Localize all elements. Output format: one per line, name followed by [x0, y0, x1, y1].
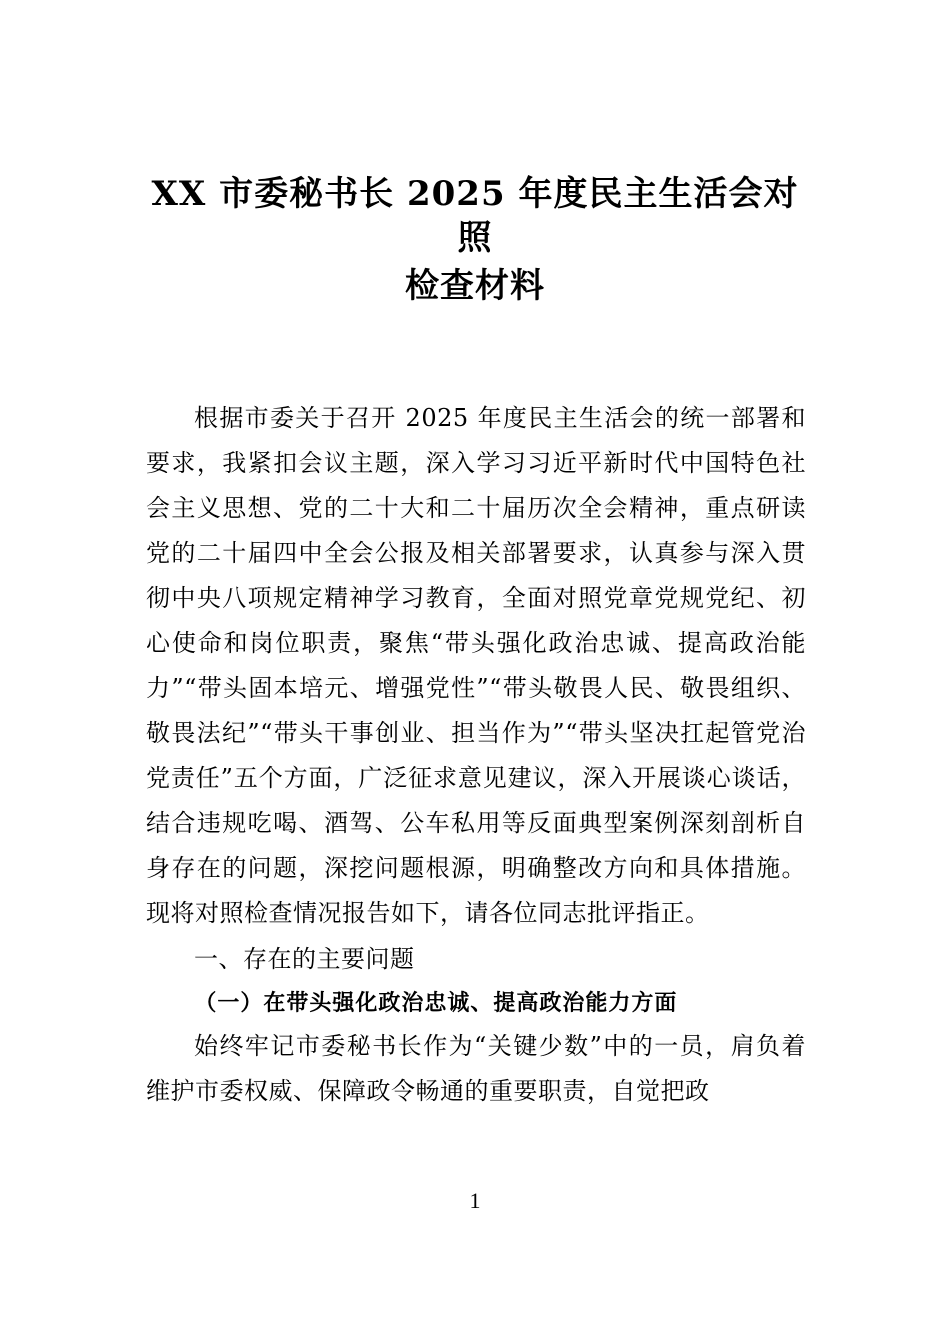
subsection-heading: （一）在带头强化政治忠诚、提高政治能力方面 [194, 990, 678, 1016]
subsection-paragraph: 始终牢记市委秘书长作为“关键少数”中的一员，肩负着维护市委权威、保障政令畅通的重要职责，自觉把政 [146, 1032, 806, 1105]
document-title-line-1: XX 市委秘书长 2025 年度民主生活会对照 [151, 174, 799, 258]
page-number: 1 [469, 1188, 481, 1213]
document-title-line-2: 检查材料 [405, 266, 545, 306]
intro-paragraph: 根据市委关于召开 2025 年度民主生活会的统一部署和要求，我紧扣会议主题，深入学习习近平新时代中国特色社会主义思想、党的二十大和二十届历次全会精神，重点研读党的二十届四中全会公报及相关部署要求，认真参与深入贯彻中央八项规定精神学习教育，全面对照党章党规党纪、初心使命和岗位职责，聚焦“带头强化政治忠诚、提高政治能力”“带头固本培元、增强党性”“带头敬畏人民、敬畏组织、敬畏法纪”“带头干事创业、担当作为”“带头坚决扛起管党治党责任”五个方面，广泛征求意见建议，深入开展谈心谈话，结合违规吃喝、酒驾、公车私用等反面典型案例深刻剖析自身存在的问题，深挖问题根源，明确整改方向和具体措施。现将对照检查情况报告如下，请各位同志批评指正。 [146, 404, 806, 927]
section-heading: 一、存在的主要问题 [194, 945, 415, 973]
document-body [146, 396, 806, 1114]
